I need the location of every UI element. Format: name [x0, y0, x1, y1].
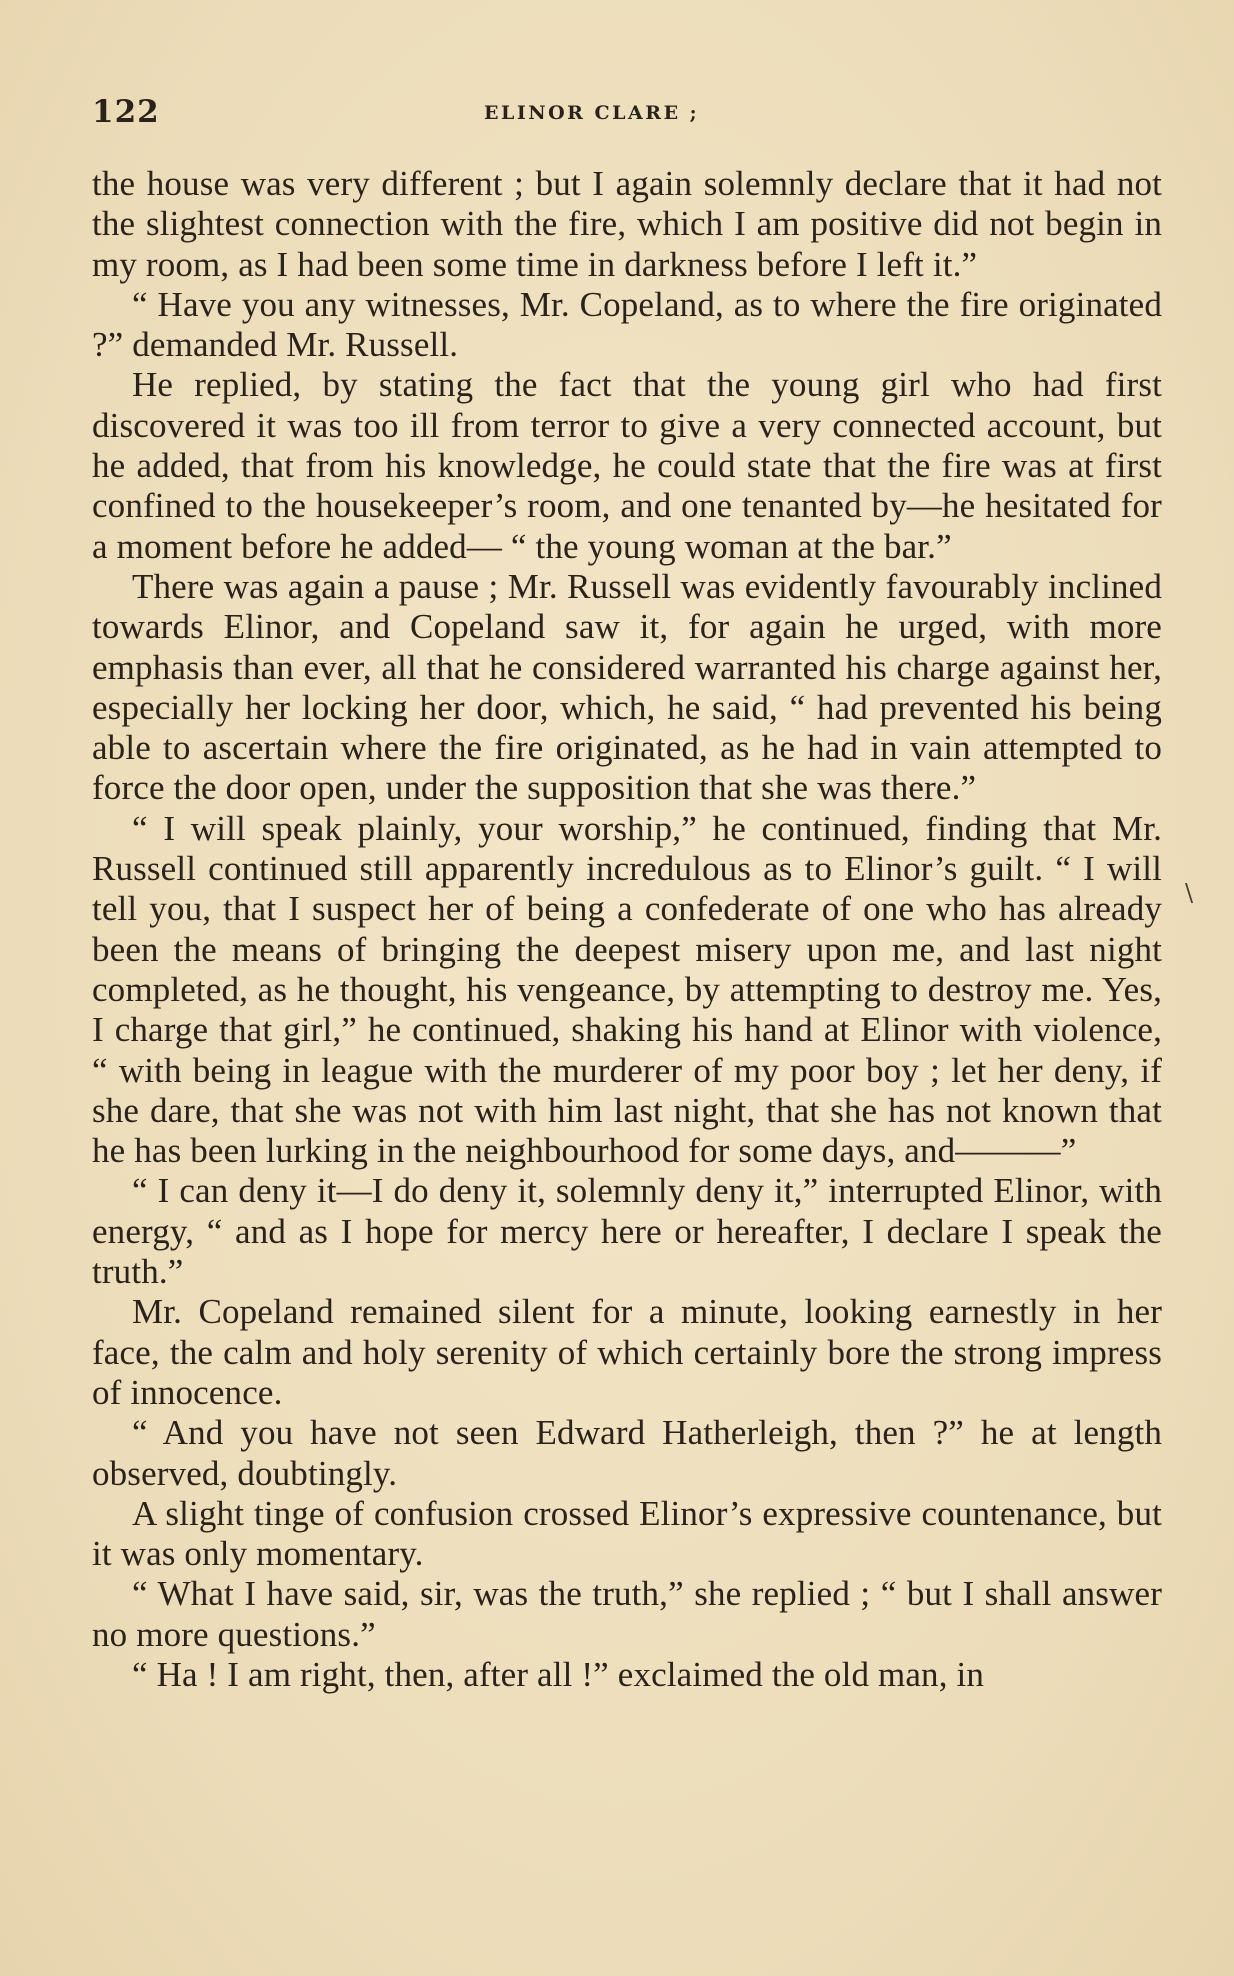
paragraph: Mr. Copeland remained silent for a minute, looking earnestly in her face, the calm and holy serenity of which certainly bore the strong impress of innocence. [92, 1292, 1162, 1412]
paragraph: “ I can deny it—I do deny it, solemnly deny it,” interrupted Elinor, with energy, “ and as I hope for mercy here or hereafter, I declare I speak the truth.” [92, 1171, 1162, 1292]
paragraph: He replied, by stating the fact that the young girl who had first discovered it was too ill from terror to give a very connected account, but he added, that from his knowledge, he could state that the fire was at first confined to the housekeeper’s room, and one tenanted by—he hesitated for a moment before he added— “ the young woman at the bar.” [92, 365, 1162, 566]
margin-mark: \ [1185, 879, 1194, 907]
paragraph: A slight tinge of confusion crossed Elinor’s expressive countenance, but it was only momentary. [92, 1493, 1162, 1574]
running-head: ELINOR CLARE ; [484, 102, 700, 124]
book-page [92, 94, 1162, 1695]
body-text [92, 164, 1162, 1695]
paragraph: the house was very different ; but I again solemnly declare that it had not the slightest connection with the fire, which I am positive did not begin in my room, as I had been some time in darkness before I left it.” [92, 164, 1162, 284]
paragraph: “ What I have said, sir, was the truth,” she replied ; “ but I shall answer no more questions.” [92, 1574, 1162, 1654]
page-header [92, 94, 1162, 144]
page-number: 122 [92, 94, 160, 130]
paragraph: “ And you have not seen Edward Hatherleigh, then ?” he at length observed, doubtingly. [92, 1413, 1162, 1493]
paragraph: “ I will speak plainly, your worship,” he continued, finding that Mr. Russell continued still apparently incredulous as to Elinor’s guilt. “ I will tell you, that I suspect her of being a confederate of one who has already been the means of bringing the deepest misery upon me, and last night completed, as he thought, his vengeance, by attempting to destroy me. Yes, I charge that girl,” he continued, shaking his hand at Elinor with violence, “ with being in league with the murderer of my poor boy ; let her deny, if she dare, that she was not with him last night, that she has not known that he has been lurking in the neighbourhood for some days, and———” [92, 808, 1162, 1171]
paragraph: “ Ha ! I am right, then, after all !” exclaimed the old man, in [132, 1654, 985, 1694]
paragraph: There was again a pause ; Mr. Russell was evidently favourably inclined towards Elinor, and Copeland saw it, for again he urged, with more emphasis than ever, all that he considered warranted his charge against her, especially her locking her door, which, he said, “ had prevented his being able to ascertain where the fire originated, as he had in vain attempted to force the door open, under the supposition that she was there.” [92, 566, 1162, 808]
paragraph: “ Have you any witnesses, Mr. Copeland, as to where the fire originated ?” demanded Mr. Russell. [92, 284, 1162, 365]
